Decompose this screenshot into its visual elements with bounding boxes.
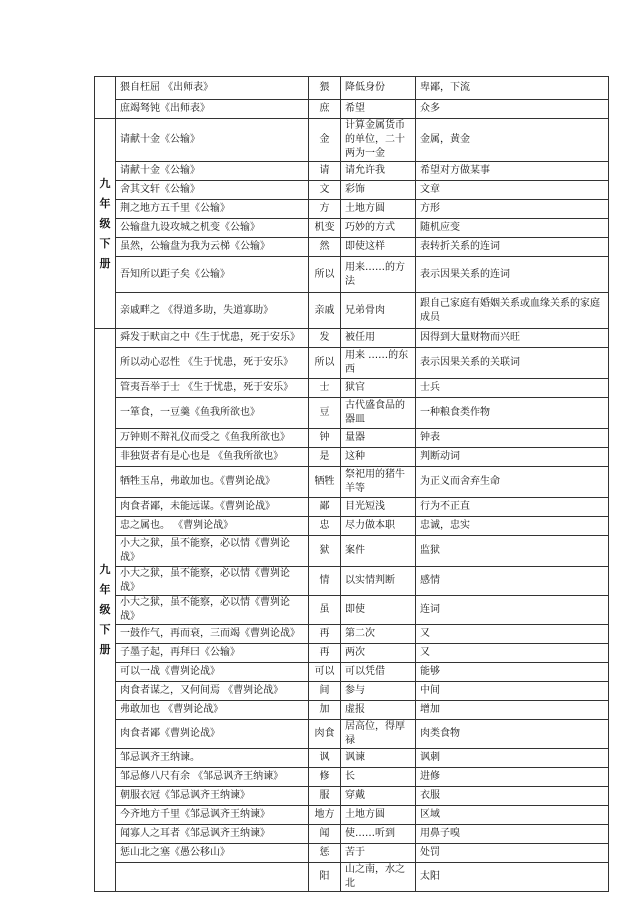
other-meaning: 连词 — [416, 596, 609, 625]
table-row — [95, 663, 609, 682]
grade-label-char: 下 — [99, 236, 111, 250]
meaning-in-text: 希望 — [341, 100, 416, 119]
key-word: 忠 — [309, 517, 341, 536]
key-word: 间 — [309, 682, 341, 701]
other-meaning: 随机应变 — [416, 219, 609, 238]
table-row — [95, 749, 609, 768]
example-sentence: 闻寡人之耳者《邹忌讽齐王纳谏》 — [116, 825, 309, 844]
meaning-in-text: 量器 — [341, 429, 416, 448]
other-meaning: 处罚 — [416, 844, 609, 863]
example-sentence: 请献十金《公输》 — [116, 162, 309, 181]
table-row — [95, 768, 609, 787]
key-word: 修 — [309, 768, 341, 787]
key-word: 可以 — [309, 663, 341, 682]
other-meaning: 表示因果关系的连词 — [416, 257, 609, 293]
grade-blank — [95, 77, 116, 119]
other-meaning: 金属，黄金 — [416, 119, 609, 162]
example-sentence: 今齐地方千里《邹忌讽齐王纳谏》 — [116, 806, 309, 825]
key-word: 所以 — [309, 257, 341, 293]
other-meaning: 能够 — [416, 663, 609, 682]
key-word: 地方 — [309, 806, 341, 825]
key-word: 再 — [309, 625, 341, 644]
other-meaning: 用鼻子嗅 — [416, 825, 609, 844]
meaning-in-text: 目光短浅 — [341, 498, 416, 517]
key-word: 请 — [309, 162, 341, 181]
other-meaning: 监狱 — [416, 536, 609, 567]
meaning-in-text: 狱官 — [341, 379, 416, 398]
other-meaning: 方形 — [416, 200, 609, 219]
meaning-in-text: 苦于 — [341, 844, 416, 863]
key-word: 狱 — [309, 536, 341, 567]
table-row — [95, 181, 609, 200]
table-row — [95, 720, 609, 749]
example-sentence: 惩山北之塞《愚公移山》 — [116, 844, 309, 863]
table-row — [95, 498, 609, 517]
key-word: 发 — [309, 329, 341, 348]
key-word: 阳 — [309, 863, 341, 892]
key-word: 鄙 — [309, 498, 341, 517]
key-word: 牺牲 — [309, 467, 341, 498]
key-word: 方 — [309, 200, 341, 219]
example-sentence: 小大之狱，虽不能察，必以情《曹刿论战》 — [116, 596, 309, 625]
meaning-in-text: 第二次 — [341, 625, 416, 644]
meaning-in-text: 讽谏 — [341, 749, 416, 768]
grade-label-char: 年 — [99, 583, 111, 596]
table-row — [95, 379, 609, 398]
grade-label — [95, 119, 116, 329]
table-row — [95, 100, 609, 119]
meaning-in-text: 这种 — [341, 448, 416, 467]
other-meaning: 士兵 — [416, 379, 609, 398]
example-sentence: 肉食者鄙《曹刿论战》 — [116, 720, 309, 749]
other-meaning: 表转折关系的连词 — [416, 238, 609, 257]
other-meaning: 区域 — [416, 806, 609, 825]
vocabulary-sheet — [94, 76, 608, 889]
example-sentence: 吾知所以距子矣《公输》 — [116, 257, 309, 293]
example-sentence: 肉食者鄙，未能远谋。《曹刿论战》 — [116, 498, 309, 517]
meaning-in-text: 请允许我 — [341, 162, 416, 181]
example-sentence: 小大之狱，虽不能察，必以情《曹刿论战》 — [116, 567, 309, 596]
key-word: 闻 — [309, 825, 341, 844]
example-sentence: 一箪食，一豆羹《鱼我所欲也》 — [116, 398, 309, 429]
example-sentence: 舜发于畎亩之中《生于忧患，死于安乐》 — [116, 329, 309, 348]
example-sentence: 子墨子起，再拜曰《公输》 — [116, 644, 309, 663]
meaning-in-text: 山之南，水之北 — [341, 863, 416, 892]
example-sentence: 忠之属也。 《曹刿论战》 — [116, 517, 309, 536]
key-word: 然 — [309, 238, 341, 257]
key-word: 士 — [309, 379, 341, 398]
table-row — [95, 119, 609, 162]
other-meaning: 文章 — [416, 181, 609, 200]
other-meaning: 钟表 — [416, 429, 609, 448]
meaning-in-text: 案件 — [341, 536, 416, 567]
meaning-in-text: 虚报 — [341, 701, 416, 720]
grade-label-char: 级 — [99, 603, 111, 616]
other-meaning: 忠诚，忠实 — [416, 517, 609, 536]
key-word: 金 — [309, 119, 341, 162]
key-word: 加 — [309, 701, 341, 720]
other-meaning: 中间 — [416, 682, 609, 701]
table-row — [95, 825, 609, 844]
example-sentence: 万钟则不辩礼仪而受之《鱼我所欲也》 — [116, 429, 309, 448]
meaning-in-text: 降低身份 — [341, 77, 416, 100]
example-sentence: 朝服衣冠《邹忌讽齐王纳谏》 — [116, 787, 309, 806]
key-word: 亲戚 — [309, 293, 341, 329]
other-meaning: 跟自己家庭有婚姻关系或血缘关系的家庭成员 — [416, 293, 609, 329]
table-row — [95, 844, 609, 863]
example-sentence: 荆之地方五千里《公输》 — [116, 200, 309, 219]
example-sentence: 肉食者谋之，又何间焉 《曹刿论战》 — [116, 682, 309, 701]
key-word: 肉食 — [309, 720, 341, 749]
example-sentence: 邹忌修八尺有余 《邹忌讽齐王纳谏》 — [116, 768, 309, 787]
key-word: 豆 — [309, 398, 341, 429]
meaning-in-text: 土地方圆 — [341, 200, 416, 219]
other-meaning: 又 — [416, 625, 609, 644]
table-row — [95, 701, 609, 720]
table-row — [95, 567, 609, 596]
table-row — [95, 625, 609, 644]
example-sentence: 请献十金《公输》 — [116, 119, 309, 162]
other-meaning: 一种粮食类作物 — [416, 398, 609, 429]
key-word: 讽 — [309, 749, 341, 768]
other-meaning: 讽刺 — [416, 749, 609, 768]
table-row — [95, 517, 609, 536]
key-word: 再 — [309, 644, 341, 663]
key-word: 情 — [309, 567, 341, 596]
example-sentence: 亲戚畔之 《得道多助，失道寡助》 — [116, 293, 309, 329]
grade-label-char: 九 — [99, 176, 111, 190]
meaning-in-text: 穿戴 — [341, 787, 416, 806]
key-word: 是 — [309, 448, 341, 467]
example-sentence: 虽然，公输盘为我为云梯《公输》 — [116, 238, 309, 257]
grade-label — [95, 329, 116, 892]
table-row — [95, 329, 609, 348]
meaning-in-text: 古代盛食品的器皿 — [341, 398, 416, 429]
meaning-in-text: 兄弟骨肉 — [341, 293, 416, 329]
vocabulary-table — [94, 76, 609, 892]
other-meaning: 太阳 — [416, 863, 609, 892]
meaning-in-text: 土地方圆 — [341, 806, 416, 825]
example-sentence: 庶竭驽钝《出师表》 — [116, 100, 309, 119]
other-meaning: 希望对方做某事 — [416, 162, 609, 181]
meaning-in-text: 可以凭借 — [341, 663, 416, 682]
meaning-in-text: 祭祀用的猪牛羊等 — [341, 467, 416, 498]
other-meaning: 众多 — [416, 100, 609, 119]
key-word: 文 — [309, 181, 341, 200]
other-meaning: 判断动词 — [416, 448, 609, 467]
table-row — [95, 162, 609, 181]
other-meaning: 肉类食物 — [416, 720, 609, 749]
table-row — [95, 398, 609, 429]
other-meaning: 衣服 — [416, 787, 609, 806]
table-row — [95, 682, 609, 701]
table-row — [95, 238, 609, 257]
example-sentence: 邹忌讽齐王纳谏。 — [116, 749, 309, 768]
grade-label-char: 九 — [99, 563, 111, 576]
meaning-in-text: 即使这样 — [341, 238, 416, 257]
table-row — [95, 787, 609, 806]
other-meaning: 进修 — [416, 768, 609, 787]
other-meaning: 感情 — [416, 567, 609, 596]
other-meaning: 为正义而舍弃生命 — [416, 467, 609, 498]
grade-label-char: 下 — [99, 623, 111, 636]
table-row — [95, 536, 609, 567]
table-row — [95, 293, 609, 329]
table-row — [95, 257, 609, 293]
meaning-in-text: 使……听到 — [341, 825, 416, 844]
grade-label-char: 年 — [99, 196, 111, 210]
meaning-in-text: 尽力做本职 — [341, 517, 416, 536]
key-word: 猥 — [309, 77, 341, 100]
other-meaning: 又 — [416, 644, 609, 663]
example-sentence: 一鼓作气，再而衰，三而竭《曹刿论战》 — [116, 625, 309, 644]
table-row — [95, 863, 609, 892]
table-row — [95, 806, 609, 825]
meaning-in-text: 以实情判断 — [341, 567, 416, 596]
example-sentence: 牺牲玉帛，弗敢加也。《曹刿论战》 — [116, 467, 309, 498]
meaning-in-text: 居高位，得厚禄 — [341, 720, 416, 749]
table-row — [95, 219, 609, 238]
table-row — [95, 77, 609, 100]
meaning-in-text: 被任用 — [341, 329, 416, 348]
example-sentence: 公输盘九设攻城之机变《公输》 — [116, 219, 309, 238]
example-sentence: 管夷吾举于士 《生于忧患，死于安乐》 — [116, 379, 309, 398]
grade-label-char: 册 — [99, 256, 111, 270]
meaning-in-text: 用来 ……的东西 — [341, 348, 416, 379]
key-word: 惩 — [309, 844, 341, 863]
meaning-in-text: 巧妙的方式 — [341, 219, 416, 238]
grade-label-char: 册 — [99, 643, 111, 656]
key-word: 庶 — [309, 100, 341, 119]
key-word: 钟 — [309, 429, 341, 448]
example-sentence: 舍其文轩《公输》 — [116, 181, 309, 200]
grade-label-char: 级 — [99, 216, 111, 230]
table-row — [95, 429, 609, 448]
key-word: 服 — [309, 787, 341, 806]
example-sentence — [116, 863, 309, 892]
other-meaning: 表示因果关系的关联词 — [416, 348, 609, 379]
other-meaning: 因得到大量财物而兴旺 — [416, 329, 609, 348]
table-row — [95, 644, 609, 663]
table-row — [95, 348, 609, 379]
table-row — [95, 200, 609, 219]
meaning-in-text: 即使 — [341, 596, 416, 625]
example-sentence: 非独贤者有是心也是 《鱼我所欲也》 — [116, 448, 309, 467]
table-row — [95, 596, 609, 625]
example-sentence: 所以动心忍性 《生于忧患，死于安乐》 — [116, 348, 309, 379]
meaning-in-text: 长 — [341, 768, 416, 787]
other-meaning: 增加 — [416, 701, 609, 720]
meaning-in-text: 用来……的方法 — [341, 257, 416, 293]
example-sentence: 弗敢加也 《曹刿论战》 — [116, 701, 309, 720]
table-row — [95, 467, 609, 498]
meaning-in-text: 彩饰 — [341, 181, 416, 200]
key-word: 机变 — [309, 219, 341, 238]
meaning-in-text: 两次 — [341, 644, 416, 663]
key-word: 所以 — [309, 348, 341, 379]
example-sentence: 小大之狱，虽不能察，必以情《曹刿论战》 — [116, 536, 309, 567]
other-meaning: 卑鄙，下流 — [416, 77, 609, 100]
meaning-in-text: 计算金属货币的单位，二十两为一金 — [341, 119, 416, 162]
table-row — [95, 448, 609, 467]
key-word: 虽 — [309, 596, 341, 625]
example-sentence: 猥自枉屈 《出师表》 — [116, 77, 309, 100]
example-sentence: 可以一战《曹刿论战》 — [116, 663, 309, 682]
meaning-in-text: 参与 — [341, 682, 416, 701]
other-meaning: 行为不正直 — [416, 498, 609, 517]
